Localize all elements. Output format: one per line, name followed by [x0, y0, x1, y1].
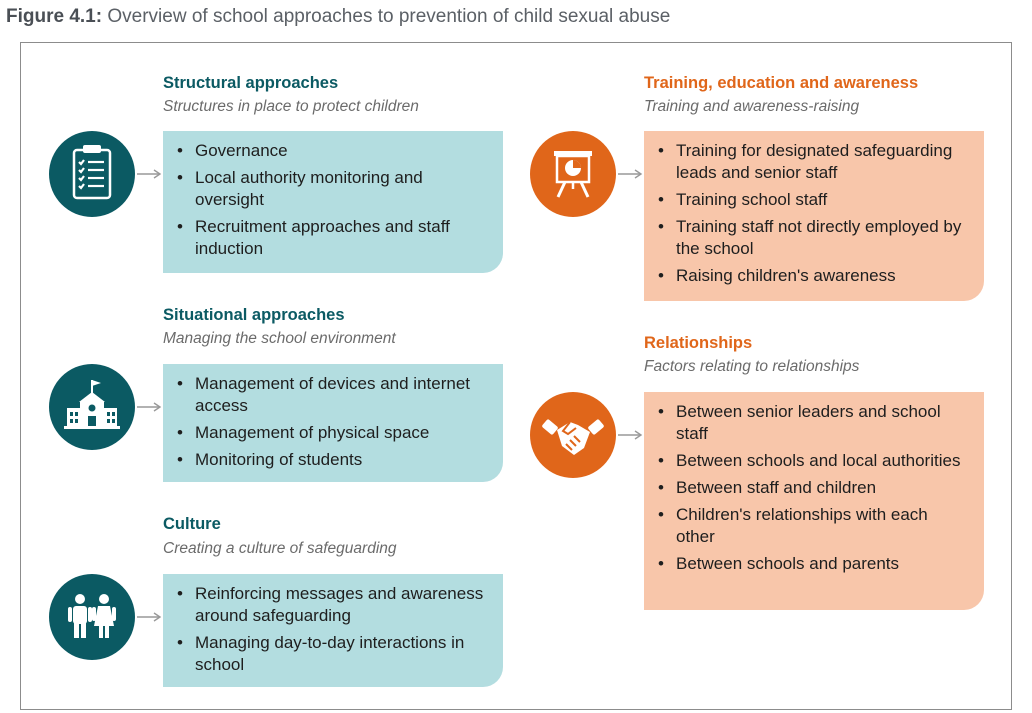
clipboard-checklist-icon — [49, 131, 135, 217]
structural-arrow — [137, 168, 163, 180]
list-item: • Training staff not directly employed by the school — [656, 216, 970, 260]
structural-box — [163, 131, 503, 273]
culture-title: Culture — [163, 515, 221, 533]
structural-title: Structural approaches — [163, 74, 339, 92]
list-item: • Managing day-to-day interactions in school — [175, 632, 489, 676]
handshake-icon — [530, 392, 616, 478]
culture-box — [163, 574, 503, 687]
relationships-box — [644, 392, 984, 610]
children-icon — [49, 574, 135, 660]
list-item: • Between schools and local authorities — [656, 450, 970, 472]
relationships-arrow — [618, 429, 644, 441]
situational-title: Situational approaches — [163, 306, 345, 324]
culture-subtitle: Creating a culture of safeguarding — [163, 540, 397, 557]
list-item: • Governance — [175, 140, 489, 162]
list-item: • Between staff and children — [656, 477, 970, 499]
list-item: • Children's relationships with each other — [656, 504, 970, 548]
training-box — [644, 131, 984, 301]
list-item: • Training for designated safeguarding leads and senior staff — [656, 140, 970, 184]
list-item: • Between senior leaders and school staff — [656, 401, 970, 445]
list-item: • Between schools and parents — [656, 553, 970, 575]
structural-subtitle: Structures in place to protect children — [163, 98, 419, 115]
list-item: • Management of physical space — [175, 422, 489, 444]
list-item: • Recruitment approaches and staff induction — [175, 216, 489, 260]
training-arrow — [618, 168, 644, 180]
figure-caption — [6, 6, 670, 28]
list-item: • Reinforcing messages and awareness around safeguarding — [175, 583, 489, 627]
list-item: • Local authority monitoring and oversight — [175, 167, 489, 211]
list-item: • Training school staff — [656, 189, 970, 211]
situational-arrow — [137, 401, 163, 413]
figure-label: Figure 4.1: — [6, 6, 103, 27]
list-item: • Management of devices and internet access — [175, 373, 489, 417]
culture-arrow — [137, 611, 163, 623]
presentation-board-icon — [530, 131, 616, 217]
situational-subtitle: Managing the school environment — [163, 330, 396, 347]
training-title: Training, education and awareness — [644, 74, 919, 92]
school-building-icon — [49, 364, 135, 450]
list-item: • Raising children's awareness — [656, 265, 970, 287]
relationships-subtitle: Factors relating to relationships — [644, 358, 860, 375]
training-subtitle: Training and awareness-raising — [644, 98, 860, 115]
list-item: • Monitoring of students — [175, 449, 489, 471]
situational-box — [163, 364, 503, 482]
figure-caption-text: Overview of school approaches to prevention of child sexual abuse — [102, 6, 671, 27]
relationships-title: Relationships — [644, 334, 753, 352]
